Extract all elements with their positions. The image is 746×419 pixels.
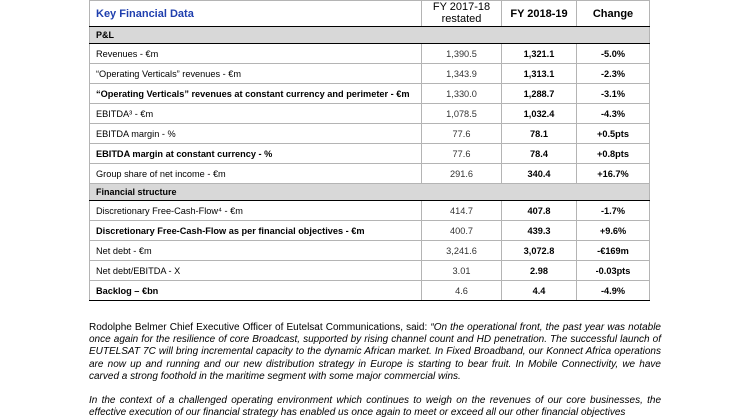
- col-header-prev: [422, 1, 502, 27]
- row-label: Discretionary Free-Cash-Flow as per financial objectives - €m: [90, 221, 422, 241]
- table-row: [90, 124, 650, 144]
- change-value: -€169m: [577, 241, 650, 261]
- section-header: [90, 184, 650, 201]
- section-label: Financial structure: [90, 184, 650, 201]
- row-label: Group share of net income - €m: [90, 164, 422, 184]
- change-value: +0.5pts: [577, 124, 650, 144]
- row-label: “Operating Verticals” revenues - €m: [90, 64, 422, 84]
- row-label: Revenues - €m: [90, 44, 422, 64]
- prev-value: 1,390.5: [422, 44, 502, 64]
- section-header: [90, 27, 650, 44]
- section-label: P&L: [90, 27, 650, 44]
- quote-intro: Rodolphe Belmer Chief Executive Officer of Eutelsat Communications, said:: [89, 322, 431, 333]
- prev-value: 291.6: [422, 164, 502, 184]
- row-label: EBITDA margin - %: [90, 124, 422, 144]
- table-row: [90, 64, 650, 84]
- table-row: [90, 261, 650, 281]
- change-value: -3.1%: [577, 84, 650, 104]
- prev-value: 77.6: [422, 144, 502, 164]
- table-row: [90, 241, 650, 261]
- row-label: Net debt/EBITDA - X: [90, 261, 422, 281]
- change-value: -5.0%: [577, 44, 650, 64]
- current-value: 4.4: [502, 281, 577, 301]
- row-label: Net debt - €m: [90, 241, 422, 261]
- table-row: [90, 164, 650, 184]
- prev-value: 3.01: [422, 261, 502, 281]
- table-row: [90, 84, 650, 104]
- current-value: 78.4: [502, 144, 577, 164]
- table-row: [90, 104, 650, 124]
- table-row: [90, 201, 650, 221]
- prev-value: 1,343.9: [422, 64, 502, 84]
- table-row: [90, 44, 650, 64]
- table-header-row: [90, 1, 650, 27]
- current-value: 340.4: [502, 164, 577, 184]
- change-value: -4.9%: [577, 281, 650, 301]
- ceo-quote-paragraph: [89, 322, 661, 383]
- quote-text-2: In the context of a challenged operating environment which continues to weigh on the revenues of our core businesses, the effective execution of our financial strategy has enabled us once again to meet or exceed all our other financial objectives: [89, 395, 661, 419]
- table-row: [90, 281, 650, 301]
- row-label: “Operating Verticals” revenues at constant currency and perimeter - €m: [90, 84, 422, 104]
- current-value: 1,288.7: [502, 84, 577, 104]
- change-value: +9.6%: [577, 221, 650, 241]
- ceo-quote-paragraph-2: [89, 395, 661, 419]
- change-value: +16.7%: [577, 164, 650, 184]
- current-value: 407.8: [502, 201, 577, 221]
- row-label: EBITDA³ - €m: [90, 104, 422, 124]
- current-value: 1,032.4: [502, 104, 577, 124]
- key-financial-data-table: [89, 0, 650, 301]
- change-value: -2.3%: [577, 64, 650, 84]
- prev-value: 400.7: [422, 221, 502, 241]
- current-value: 3,072.8: [502, 241, 577, 261]
- col-header-change: Change: [577, 1, 650, 27]
- prev-value: 1,078.5: [422, 104, 502, 124]
- prev-value: 3,241.6: [422, 241, 502, 261]
- row-label: Discretionary Free-Cash-Flow⁴ - €m: [90, 201, 422, 221]
- prev-value: 77.6: [422, 124, 502, 144]
- current-value: 78.1: [502, 124, 577, 144]
- prev-value: 4.6: [422, 281, 502, 301]
- change-value: -4.3%: [577, 104, 650, 124]
- col-header-prev-line2: restated: [441, 13, 482, 25]
- table-title: Key Financial Data: [90, 1, 422, 27]
- row-label: Backlog – €bn: [90, 281, 422, 301]
- prev-value: 414.7: [422, 201, 502, 221]
- current-value: 1,313.1: [502, 64, 577, 84]
- current-value: 2.98: [502, 261, 577, 281]
- table-row: [90, 221, 650, 241]
- change-value: +0.8pts: [577, 144, 650, 164]
- change-value: -1.7%: [577, 201, 650, 221]
- col-header-prev-line1: FY 2017-18: [432, 1, 491, 13]
- table-row: [90, 144, 650, 164]
- col-header-current: FY 2018-19: [502, 1, 577, 27]
- row-label: EBITDA margin at constant currency - %: [90, 144, 422, 164]
- change-value: -0.03pts: [577, 261, 650, 281]
- current-value: 439.3: [502, 221, 577, 241]
- current-value: 1,321.1: [502, 44, 577, 64]
- quote-text-1: “On the operational front, the past year was notable once again for the resilience of core Broadcast, supported by rising channel count and HD penetration. The successful launch of EUTELSAT 7C will bring incremental capacity to the dynamic African market. In Fixed Broadband, our Konnect Africa operations are now up and running and our new distribution strategy in Europe is starting to bear fruit. In Mobile Connectivity, we have carved a strong foothold in the maritime segment with some major commercial wins.: [89, 322, 661, 382]
- prev-value: 1,330.0: [422, 84, 502, 104]
